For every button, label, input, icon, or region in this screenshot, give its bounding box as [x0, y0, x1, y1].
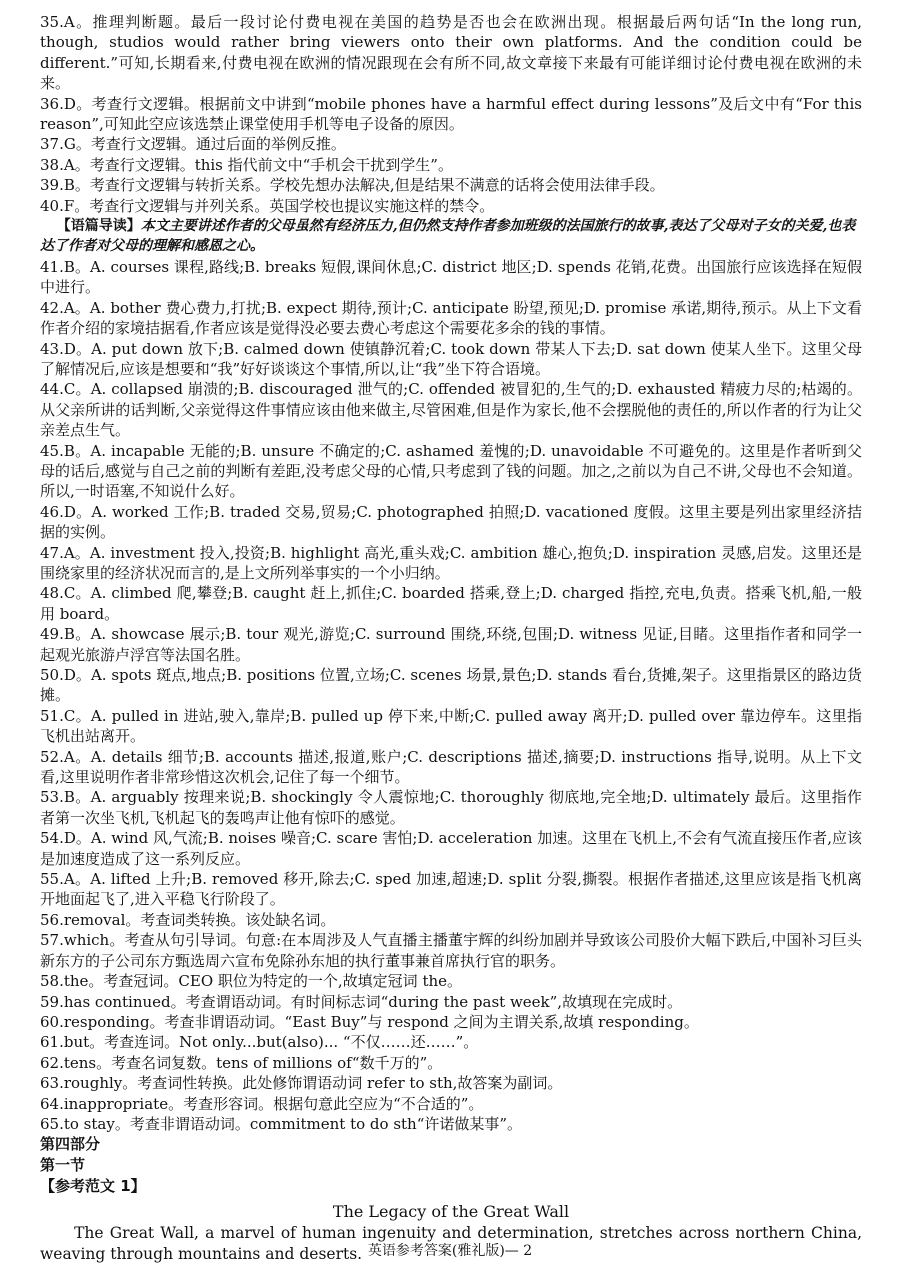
answer-item: 57.which。考查从句引导词。句意:在本周涉及人气直播主播董宇辉的纠纷加剧并导致该公司股价大幅下跌后,中国补习巨头新东方的子公司东方甄选周六宣布免除孙东旭的执行董事兼首席执行官的职务。 — [40, 931, 862, 970]
answer-item: 39.B。考查行文逻辑与转折关系。学校先想办法解决,但是结果不满意的话将会使用法律手段。 — [40, 176, 665, 195]
essay-title: The Legacy of the Great Wall — [332, 1202, 570, 1222]
answer-item: 62.tens。考查名词复数。tens of millions of“数千万的”。 — [40, 1053, 443, 1072]
answer-item: 47.A。A. investment 投入,投资;B. highlight 高光,重头戏;C. ambition 雄心,抱负;D. inspiration 灵感,启发。这里还是围绕家里的经济状况而言的,是上文所列举事实的一个小归纳。 — [40, 543, 862, 582]
answer-item: 48.C。A. climbed 爬,攀登;B. caught 赶上,抓住;C. boarded 搭乘,登上;D. charged 指控,充电,负责。搭乘飞机,船,一般用 board。 — [40, 584, 862, 623]
answer-item: 52.A。A. details 细节;B. accounts 描述,报道,账户;C. descriptions 描述,摘要;D. instructions 指导,说明。从上下文看,这里说明作者非常珍惜这次机会,记住了每一个细节。 — [40, 747, 862, 787]
answer-item: 35.A。推理判断题。最后一段讨论付费电视在美国的趋势是否也会在欧洲出现。根据最后两句话“In the long run, though, studios would rather bring viewers onto their own platforms. And the condition could be different.”可知,长期看来,付费电视在欧洲的情况跟现在会有所不同,故文章接下来最有可能详细讨论付费电视在欧洲的未来。 — [40, 13, 862, 93]
answer-item: 59.has continued。考查谓语动词。有时间标志词“during the past week”,故填现在完成时。 — [40, 992, 683, 1011]
answer-item: 45.B。A. incapable 无能的;B. unsure 不确定的;C. ashamed 羞愧的;D. unavoidable 不可避免的。这里是作者听到父母的话后,感觉与自己之前的判断有差距,没考虑父母的心情,只考虑到了钱的问题。加之,之前以为自己不讲,父母也不会知道。所以,一时语塞,不知说什么好。 — [40, 441, 862, 501]
answer-page — [40, 12, 862, 1265]
sample-heading: 【参考范文 1】 — [40, 1177, 146, 1196]
answer-item: 55.A。A. lifted 上升;B. removed 移开,除去;C. sped 加速,超速;D. split 分裂,撕裂。根据作者描述,这里应该是指飞机离开地面起飞了,进入平稳飞行阶段了。 — [40, 870, 862, 909]
part-heading: 第四部分 — [40, 1135, 101, 1154]
answer-item: 61.but。考查连词。Not only...but(also)... “不仅……还……”。 — [40, 1033, 479, 1052]
answer-item: 42.A。A. bother 费心费力,打扰;B. expect 期待,预计;C. anticipate 盼望,预见;D. promise 承诺,期待,预示。从上下文看作者介绍的家境拮据看,作者应该是觉得没必要去费心考虑这个需要花多余的钱的事情。 — [40, 298, 862, 338]
answer-item: 51.C。A. pulled in 进站,驶入,靠岸;B. pulled up 停下来,中断;C. pulled away 离开;D. pulled over 靠边停车。这里指飞机出站离开。 — [40, 706, 862, 746]
essay-body: The Great Wall, a marvel of human ingenuity and determination, stretches across northern China, weaving through mountains and deserts. — [40, 1224, 862, 1264]
intro-text: 本文主要讲述作者的父母虽然有经济压力,但仍然支持作者参加班级的法国旅行的故事,表达了父母对子女的关爱,也表达了作者对父母的理解和感恩之心。 — [40, 218, 856, 255]
page-footer: 英语参考答案(雅礼版)— 2 — [367, 1243, 533, 1259]
answer-item: 37.G。考查行文逻辑。通过后面的举例反推。 — [40, 135, 346, 154]
answer-item: 60.responding。考查非谓语动词。“East Buy”与 respond 之间为主谓关系,故填 responding。 — [40, 1012, 699, 1031]
answer-list-reading — [40, 12, 862, 216]
answer-item: 49.B。A. showcase 展示;B. tour 观光,游览;C. surround 围绕,环绕,包围;D. witness 见证,目睹。这里指作者和同学一起观光旅游卢浮宫等法国名胜。 — [40, 625, 862, 664]
answer-item: 50.D。A. spots 斑点,地点;B. positions 位置,立场;C. scenes 场景,景色;D. stands 看台,货摊,架子。这里指景区的路边货摊。 — [40, 666, 862, 705]
answer-list-cloze-grammar — [40, 257, 862, 1134]
answer-item: 40.F。考查行文逻辑与并列关系。英国学校也提议实施这样的禁令。 — [40, 196, 495, 215]
answer-item: 44.C。A. collapsed 崩溃的;B. discouraged 泄气的;C. offended 被冒犯的,生气的;D. exhausted 精疲力尽的;枯竭的。从父亲所讲的话判断,父亲觉得这件事情应该由他来做主,尽管困难,但是作为家长,他不会摆脱他的责任的,所以作者的行为让父亲差点生气。 — [40, 380, 862, 440]
answer-item: 63.roughly。考查词性转换。此处修饰谓语动词 refer to sth,故答案为副词。 — [40, 1074, 563, 1093]
answer-item: 43.D。A. put down 放下;B. calmed down 使镇静沉着;C. took down 带某人下去;D. sat down 使某人坐下。这里父母了解情况后,应该是想要和“我”好好谈谈这个事情,所以,让“我”坐下符合语境。 — [40, 339, 862, 378]
answer-item: 54.D。A. wind 风,气流;B. noises 噪音;C. scare 害怕;D. acceleration 加速。这里在飞机上,不会有气流直接压作者,应该是加速度造成了这一系列反应。 — [40, 829, 862, 868]
answer-item: 65.to stay。考查非谓语动词。commitment to do sth“许诺做某事”。 — [40, 1114, 523, 1133]
answer-item: 56.removal。考查词类转换。该处缺名词。 — [40, 910, 336, 929]
answer-item: 46.D。A. worked 工作;B. traded 交易,贸易;C. photographed 拍照;D. vacationed 度假。这里主要是列出家里经济拮据的实例。 — [40, 502, 862, 542]
answer-item: 53.B。A. arguably 按理来说;B. shockingly 令人震惊地;C. thoroughly 彻底地,完全地;D. ultimately 最后。这里指作者第一次坐飞机,飞机起飞的轰鸣声让他有惊吓的感觉。 — [40, 788, 862, 827]
passage-intro — [40, 216, 862, 257]
intro-tag: 【语篇导读】 — [56, 218, 141, 235]
answer-item: 41.B。A. courses 课程,路线;B. breaks 短假,课间休息;C. district 地区;D. spends 花销,花费。出国旅行应该选择在短假中进行。 — [40, 257, 862, 297]
answer-item: 38.A。考查行文逻辑。this 指代前文中“手机会干扰到学生”。 — [40, 155, 453, 174]
answer-item: 64.inappropriate。考查形容词。根据句意此空应为“不合适的”。 — [40, 1094, 484, 1113]
answer-item: 36.D。考查行文逻辑。根据前文中讲到“mobile phones have a harmful effect during lessons”及后文中有“For this reason”,可知此空应该选禁止课堂使用手机等电子设备的原因。 — [40, 94, 862, 134]
section-heading: 第一节 — [40, 1156, 86, 1175]
answer-item: 58.the。考查冠词。CEO 职位为特定的一个,故填定冠词 the。 — [40, 972, 463, 991]
